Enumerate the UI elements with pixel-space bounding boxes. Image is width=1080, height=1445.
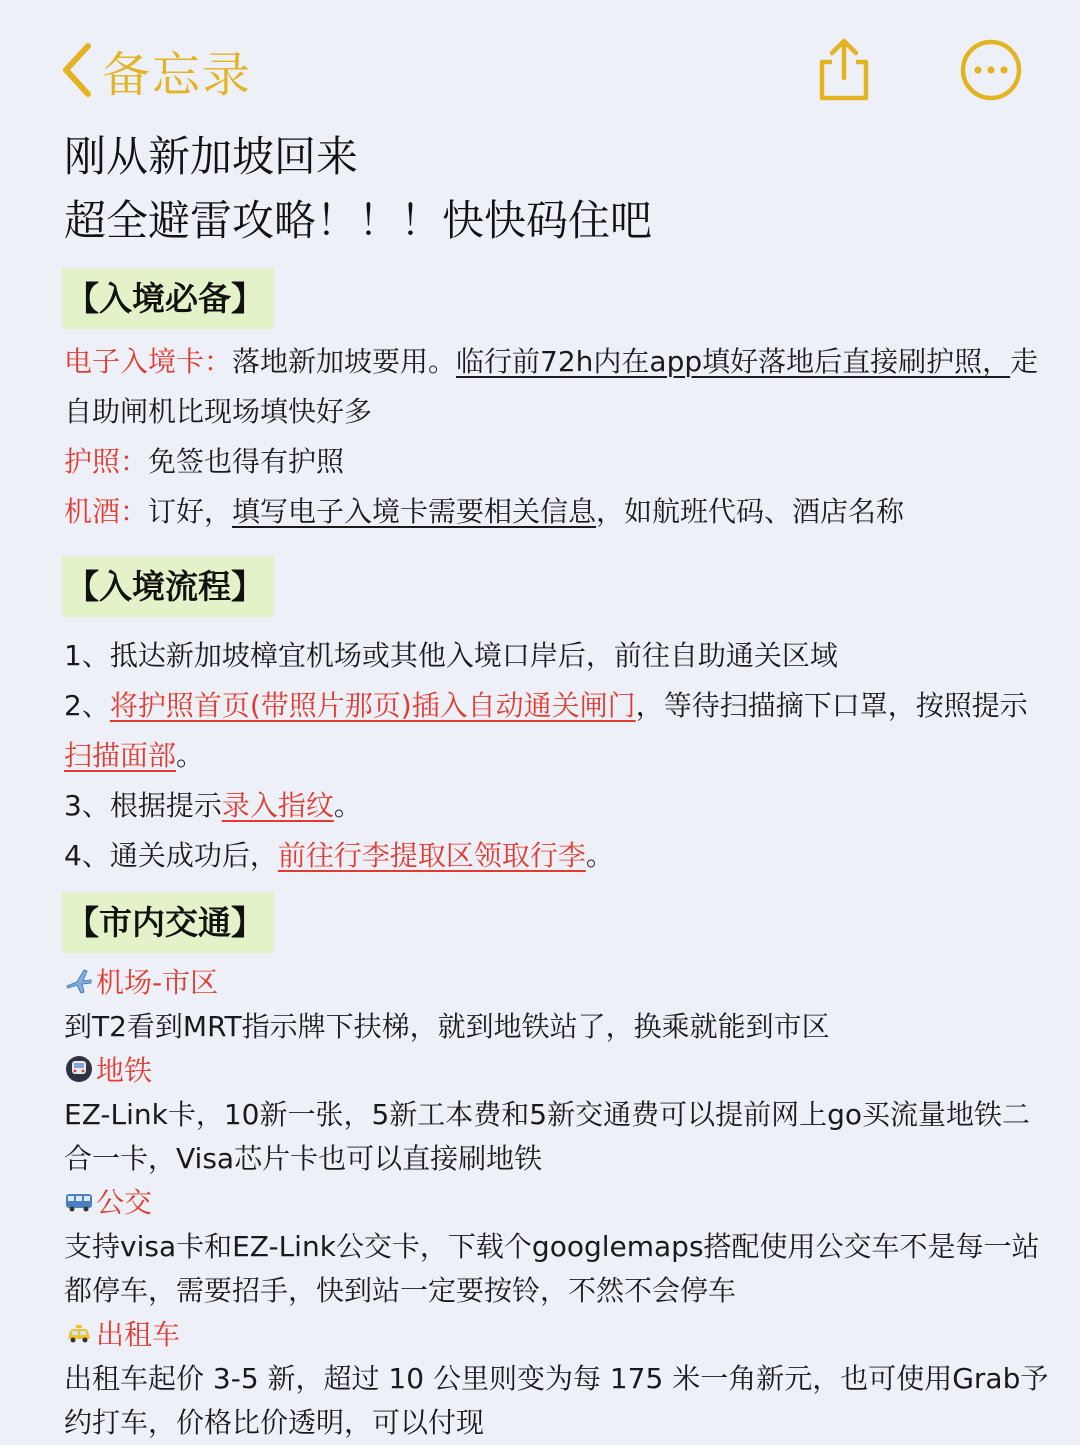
step2-highlight-1: 将护照首页(带照片那页)插入自动通关闸门	[109, 689, 636, 722]
transport-taxi-heading	[64, 1313, 1054, 1357]
airport-label: 机场-市区	[96, 966, 219, 999]
note-title-line1: 刚从新加坡回来	[64, 132, 359, 181]
metro-label: 地铁	[96, 1054, 153, 1087]
transport-metro-heading	[64, 1049, 1054, 1093]
step2-highlight-2: 扫描面部	[64, 739, 177, 772]
note-body[interactable]	[64, 125, 1054, 1445]
step4-end: 。	[585, 839, 614, 872]
flight-hotel-label: 机酒：	[64, 495, 149, 528]
metro-icon	[64, 1054, 94, 1084]
chevron-left-icon	[58, 40, 94, 100]
section-heading-transport: 【市内交通】	[62, 893, 274, 953]
airplane-icon	[64, 966, 94, 996]
taxi-icon	[64, 1318, 94, 1348]
back-label: 备忘录	[102, 46, 253, 103]
flight-hotel-item	[64, 487, 1054, 537]
step3-highlight: 录入指纹	[221, 789, 334, 822]
share-button[interactable]	[812, 36, 876, 104]
taxi-label: 出租车	[96, 1318, 181, 1351]
process-step-2	[64, 681, 1054, 781]
more-options-button[interactable]	[955, 38, 1027, 102]
step2-prefix2: 提示	[971, 689, 1028, 722]
bus-label: 公交	[96, 1186, 153, 1219]
process-step-3	[64, 781, 1054, 831]
flight-hotel-text-b: ，如航班代码、酒店名称	[596, 495, 905, 528]
flight-hotel-text-a: 订好，	[148, 495, 233, 528]
step3-prefix: 3、根据提示	[64, 789, 222, 822]
top-navigation-bar	[0, 0, 1080, 125]
transport-bus-text: 支持visa卡和EZ-Link公交卡，下载个googlemaps搭配使用公交车不是每一站都停车，需要招手，快到站一定要按铃，不然不会停车	[64, 1230, 1040, 1307]
entry-card-underlined: 临行前72h内在app填好落地后直接刷护照，	[456, 345, 1011, 378]
entry-card-label: 电子入境卡：	[64, 345, 233, 378]
passport-text: 免签也得有护照	[148, 445, 345, 478]
transport-metro-text: EZ-Link卡，10新一张，5新工本费和5新交通费可以提前网上go买流量地铁二合一卡，Visa芯片卡也可以直接刷地铁	[64, 1098, 1030, 1175]
transport-bus-heading	[64, 1181, 1054, 1225]
back-button[interactable]	[58, 38, 252, 102]
transport-airport-text: 到T2看到MRT指示牌下扶梯，就到地铁站了，换乘就能到市区	[64, 1010, 830, 1043]
process-step-4	[64, 831, 1054, 881]
section-heading-entry-process: 【入境流程】	[62, 557, 274, 617]
transport-taxi-text: 出租车起价 3-5 新，超过 10 公里则变为每 175 米一角新元，也可使用Grab予约打车，价格比价透明，可以付现	[64, 1362, 1049, 1439]
entry-card-text-b: 走自助闸机比现场填快好多	[64, 345, 1039, 428]
step2-mid: ，等待扫描摘下口罩，按照	[635, 689, 972, 722]
passport-item	[64, 437, 1054, 487]
process-step-1: 1、抵达新加坡樟宜机场或其他入境口岸后，前往自助通关区域	[64, 639, 838, 672]
entry-card-text-a: 落地新加坡要用。	[232, 345, 457, 378]
step4-prefix: 4、通关成功后，	[64, 839, 278, 872]
ellipsis-circle-icon	[955, 38, 1027, 102]
passport-label: 护照：	[64, 445, 149, 478]
bus-icon	[64, 1186, 94, 1216]
entry-card-item	[64, 337, 1054, 437]
note-title-line2: 超全避雷攻略！！！快快码住吧	[64, 196, 653, 245]
step2-prefix: 2、	[64, 689, 110, 722]
step4-highlight: 前往行李提取区领取行李	[277, 839, 586, 872]
step3-end: 。	[333, 789, 362, 822]
flight-hotel-underlined: 填写电子入境卡需要相关信息	[232, 495, 597, 528]
share-icon	[812, 36, 876, 104]
section-heading-entry-prep: 【入境必备】	[62, 269, 274, 329]
step2-end: 。	[176, 739, 205, 772]
transport-airport-heading	[64, 961, 1054, 1005]
